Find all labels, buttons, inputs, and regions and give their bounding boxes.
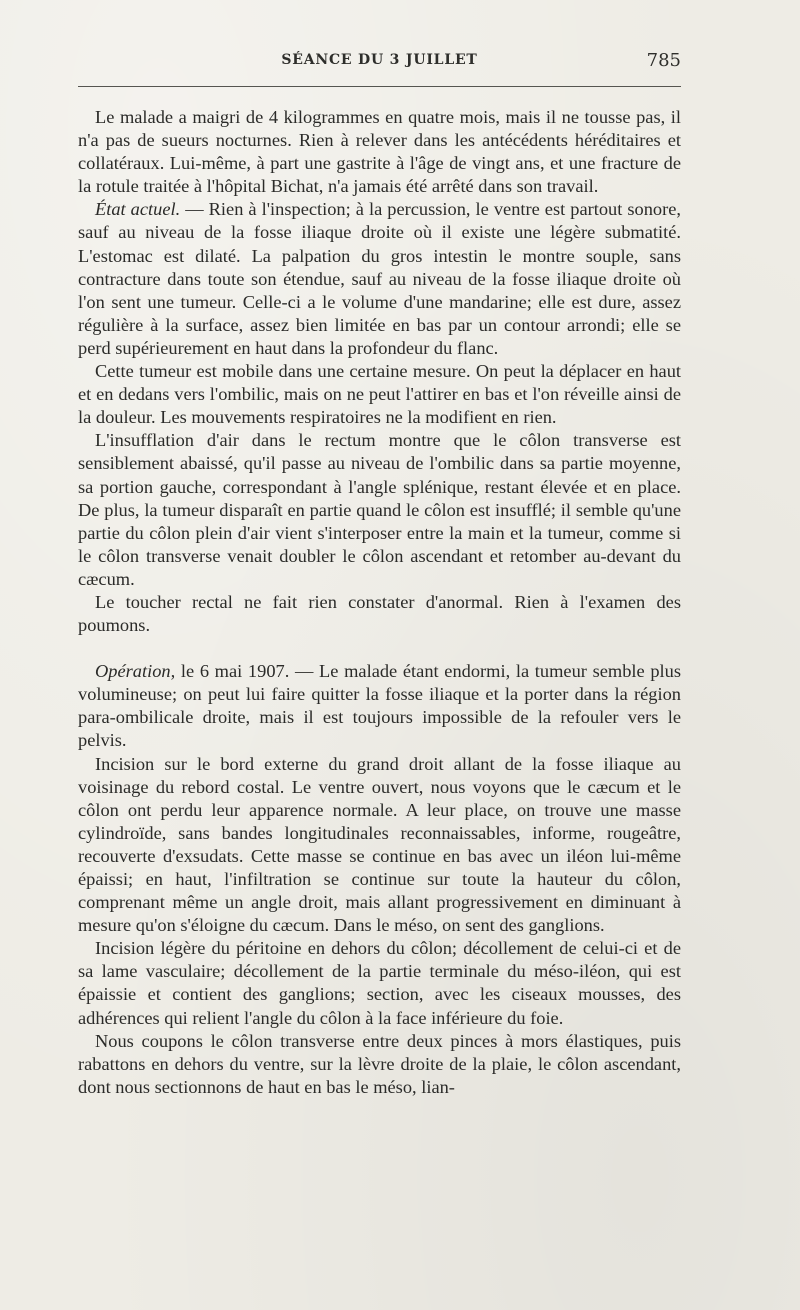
body-text (78, 106, 681, 1099)
paragraph-text: — Rien à l'inspection; à la percussion, le ventre est partout sonore, sauf au niveau de la fosse iliaque droite où il existe une légère submatité. L'estomac est dilaté. La palpation du gros intestin le montre souple, sans contracture dans toute son étendue, sauf au niveau de la fosse iliaque droite où l'on sent une tumeur. Celle-ci a le volume d'une mandarine; elle est dure, assez régulière à la surface, assez bien limitée en bas par un contour arrondi; elle se perd supérieurement en haut dans la profondeur du flanc. (78, 199, 682, 358)
paragraph (78, 591, 681, 637)
paragraph (78, 660, 681, 752)
paragraph (78, 360, 681, 429)
paragraph (78, 753, 681, 938)
running-head (78, 50, 681, 76)
running-title: SÉANCE DU 3 JUILLET (281, 52, 478, 68)
paragraph-text: Incision sur le bord externe du grand droit allant de la fosse iliaque au voisinage du rebord costal. Le ventre ouvert, nous voyons que le cæcum et le côlon ont perdu leur apparence normale. A leur place, on trouve une masse cylindroïde, sans bandes longitudinales reconnaissables, informe, rougeâtre, recouverte d'exsudats. Cette masse se continue en bas avec un iléon lui-même épaissi; en haut, l'infiltration se continue sur toute la hauteur du côlon, comprenant même un angle droit, mais allant progressivement en diminuant à mesure qu'on s'éloigne du cæcum. Dans le méso, on sent des ganglions. (78, 753, 681, 936)
paragraph-text: Le malade a maigri de 4 kilogrammes en quatre mois, mais il ne tousse pas, il n'a pas de sueurs nocturnes. Rien à relever dans les antécédents héréditaires et collatéraux. Lui-même, à part une gastrite à l'âge de vingt ans, et une fracture de la rotule traitée à l'hôpital Bichat, n'a jamais été arrêté dans son travail. (78, 107, 681, 197)
paragraph (78, 429, 681, 591)
paragraph-lead: Opération, (95, 661, 176, 682)
page-number: 785 (646, 50, 681, 71)
paragraph-text: Le toucher rectal ne fait rien constater d'anormal. Rien à l'examen des poumons. (78, 591, 681, 636)
header-rule (78, 86, 681, 87)
paragraph-text: Nous coupons le côlon transverse entre deux pinces à mors élastiques, puis rabattons en dehors du ventre, sur la lèvre droite de la plaie, le côlon ascendant, dont nous sectionnons de haut en bas le méso, lian- (78, 1030, 681, 1097)
paragraph (78, 937, 681, 1029)
paragraph (78, 106, 681, 198)
paragraph (78, 198, 681, 360)
paragraph-lead: État actuel. (95, 199, 181, 220)
paragraph-text: L'insufflation d'air dans le rectum montre que le côlon transverse est sensiblement abaissé, qu'il passe au niveau de l'ombilic dans sa partie moyenne, sa portion gauche, correspondant à l'angle splénique, restant élevée et en place. De plus, la tumeur disparaît en partie quand le côlon est insufflé; il semble qu'une partie du côlon plein d'air vient s'interposer entre la main et la tumeur, comme si le côlon transverse venait doubler le côlon ascendant et retomber au-devant du cæcum. (78, 430, 681, 589)
paragraph-text: le 6 mai 1907. — Le malade étant endormi, la tumeur semble plus volumineuse; on peut lui faire quitter la fosse iliaque et la porter dans la région para-ombilicale droite, mais il est toujours impossible de la refouler vers le pelvis. (78, 661, 681, 751)
paragraph (78, 1030, 681, 1099)
paragraph-text: Incision légère du péritoine en dehors du côlon; décollement de celui-ci et de sa lame vasculaire; décollement de la partie terminale du méso-iléon, qui est épaissie et contient des ganglions; section, avec les ciseaux mousses, des adhérences qui relient l'angle du côlon à la face inférieure du foie. (78, 938, 681, 1028)
paragraph-text: Cette tumeur est mobile dans une certaine mesure. On peut la déplacer en haut et en dedans vers l'ombilic, mais on ne peut l'attirer en bas et l'on réveille ainsi de la douleur. Les mouvements respiratoires ne la modifient en rien. (78, 361, 681, 428)
